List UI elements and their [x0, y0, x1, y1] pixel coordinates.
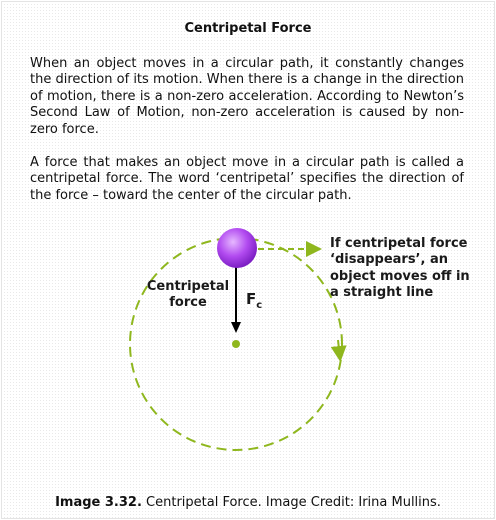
- paragraph-acceleration: When an object moves in a circular path, it constantly changes the direction of its motion. When there is a change in the direction of motion, there is a non-zero acceleration. According to Newton’s Second Law of Motion, non-zero acceleration is caused by non-zero force.: [30, 56, 464, 137]
- force-symbol-subscript: c: [256, 300, 263, 311]
- caption-label: Image 3.32.: [55, 495, 142, 510]
- force-symbol-label: [246, 290, 262, 311]
- page-title: Centripetal Force: [184, 21, 312, 36]
- moving-object-ball: [217, 228, 257, 268]
- paragraph-definition: A force that makes an object move in a circular path is called a centripetal force. The word ‘centripetal’ specifies the direction of the force – toward the center of the circular path.: [30, 155, 464, 203]
- tangent-note: If centripetal force ‘disappears’, an object moves off in a straight line: [330, 236, 470, 301]
- circle-center-dot: [232, 340, 240, 348]
- force-vector-head: [231, 322, 241, 333]
- path-direction-arrow: [338, 340, 340, 358]
- centripetal-force-label: Centripetal force: [146, 279, 230, 310]
- image-caption: [0, 495, 496, 510]
- force-symbol: F: [246, 290, 257, 308]
- caption-text: Centripetal Force. Image Credit: Irina Mullins.: [141, 495, 441, 510]
